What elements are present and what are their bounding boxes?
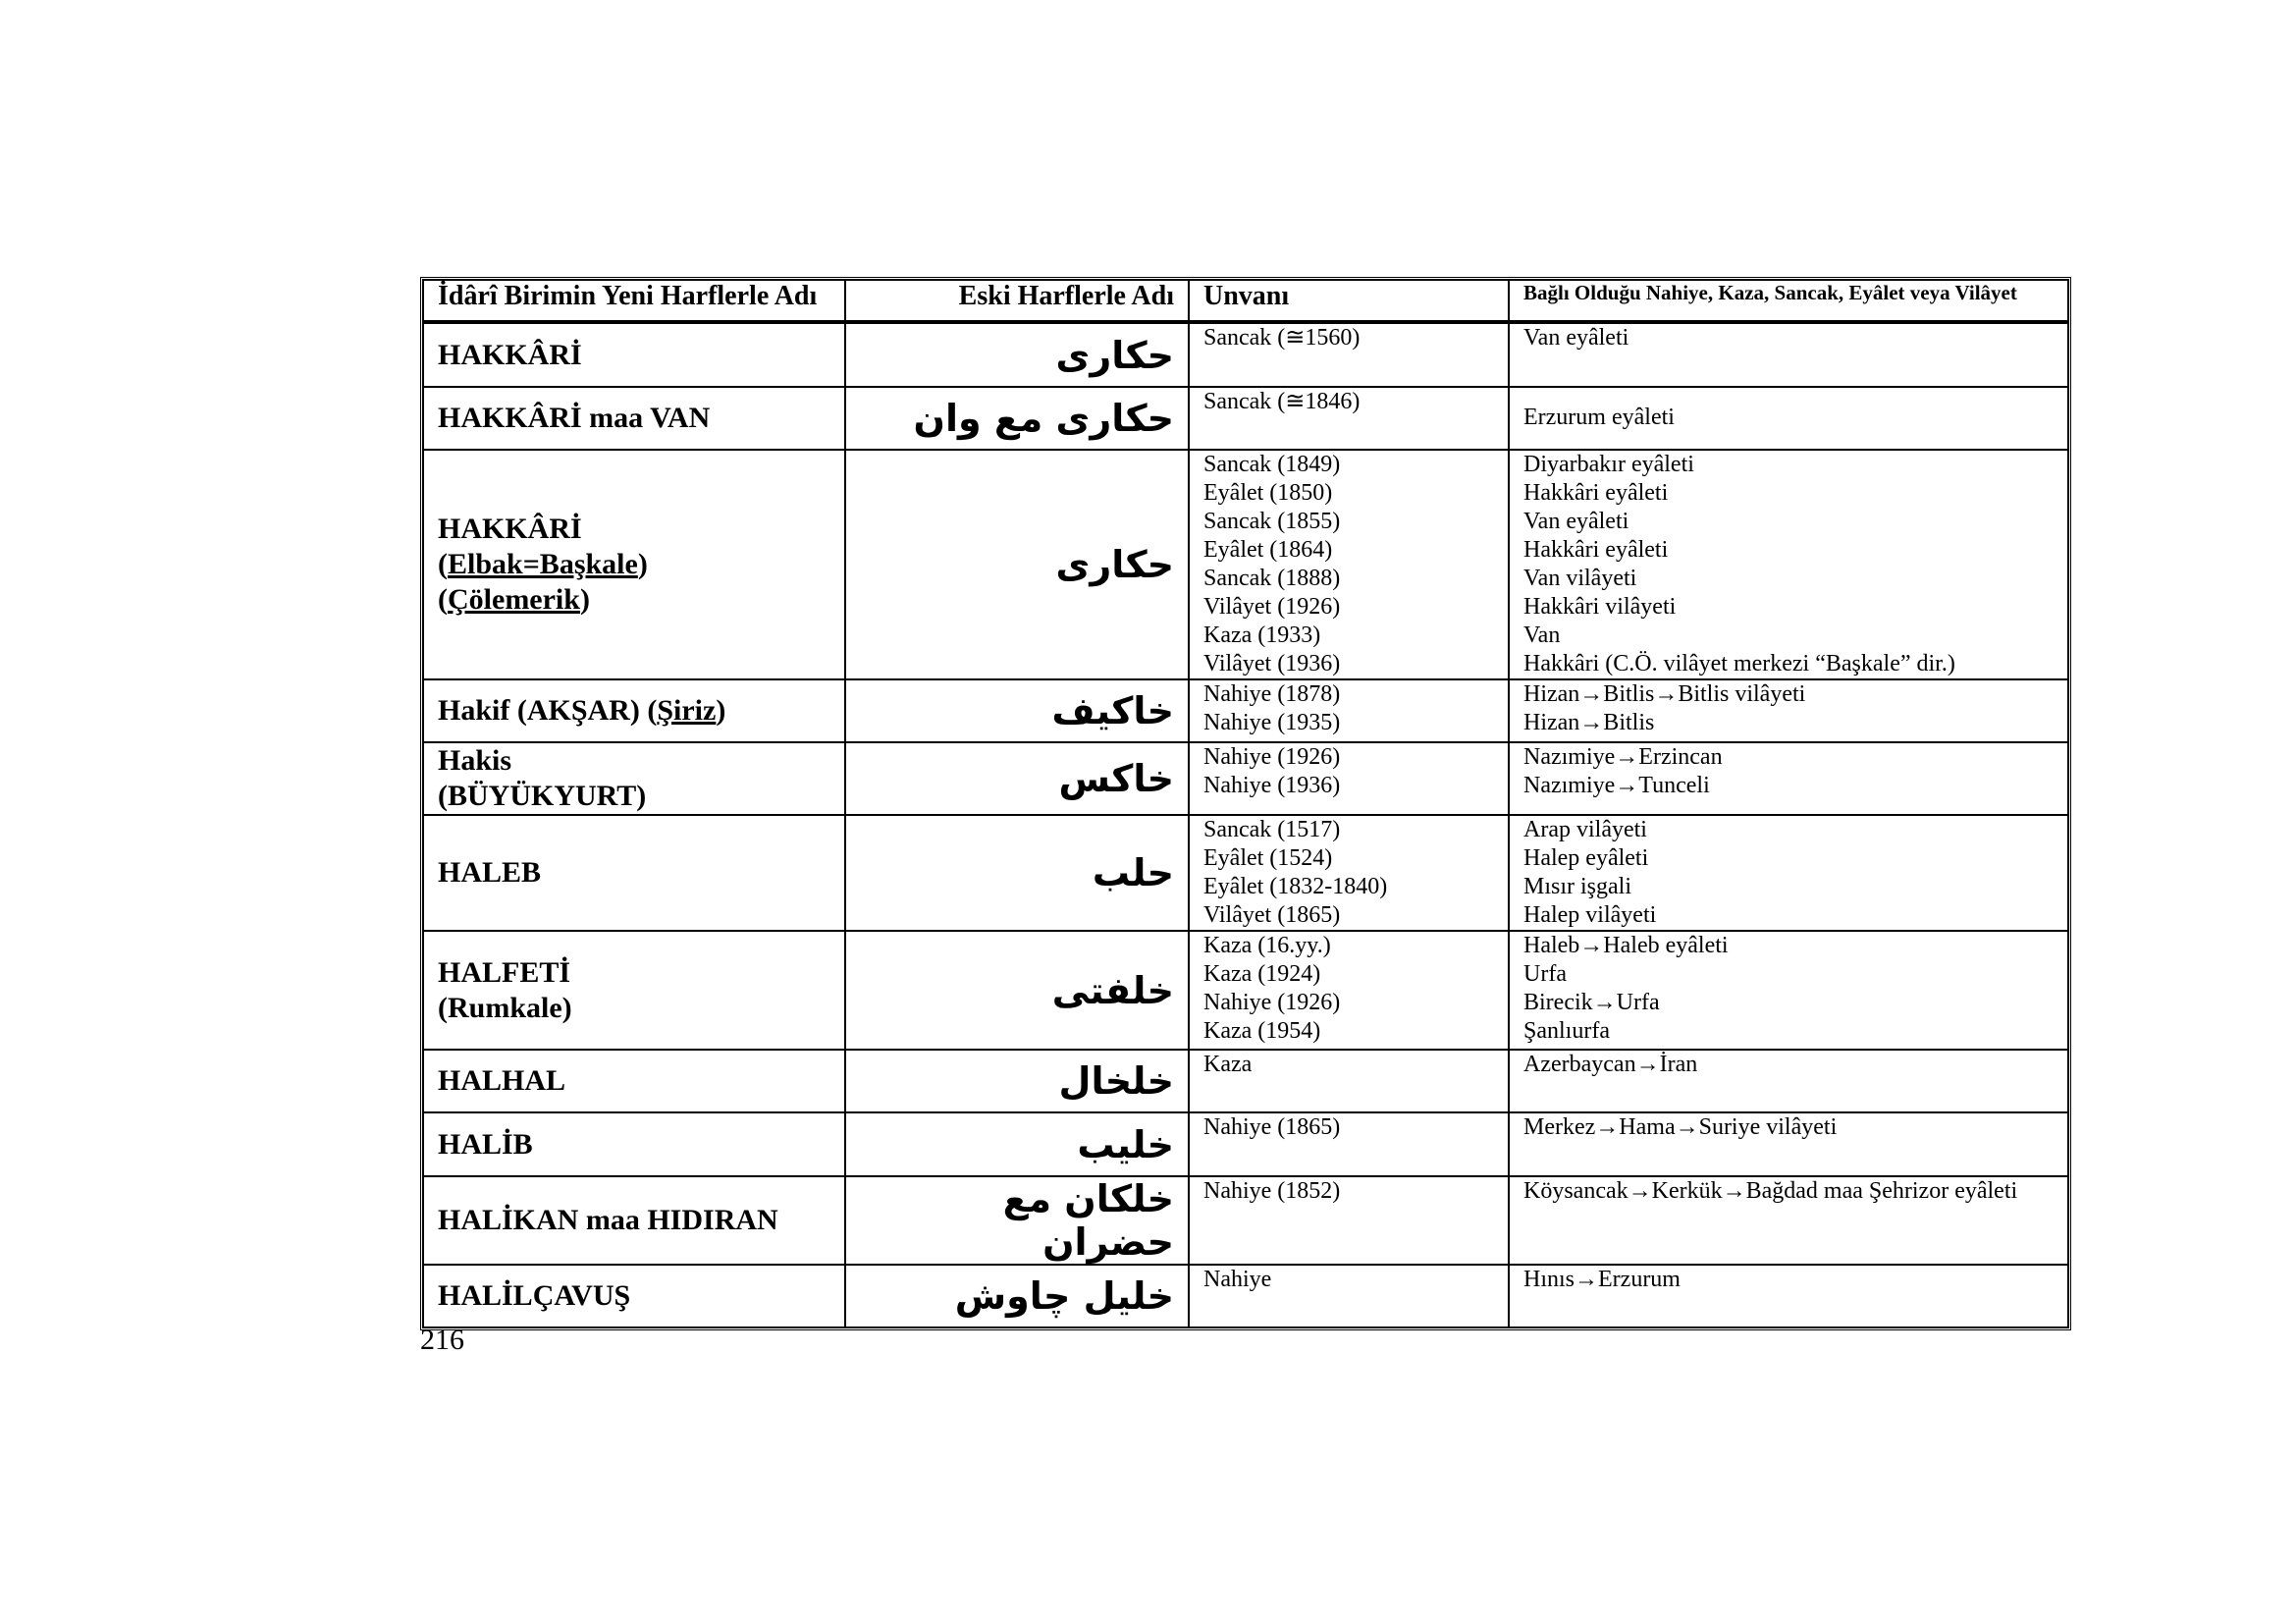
name-line: HALİB	[438, 1127, 533, 1161]
unit-titles	[1189, 815, 1509, 931]
unit-modern-name	[423, 742, 845, 815]
parent-line: Halep eyâleti	[1523, 845, 1649, 871]
parent-line: Diyarbakır eyâleti	[1523, 452, 1694, 477]
table-row	[423, 1176, 2068, 1265]
title-line: Nahiye (1852)	[1203, 1178, 1341, 1204]
unit-parents	[1509, 1112, 2068, 1176]
title-line: Sancak (≅1846)	[1203, 389, 1361, 414]
parent-line: Haleb→Haleb eyâleti	[1523, 933, 1729, 958]
table-row	[423, 1265, 2068, 1327]
title-line: Kaza (1933)	[1203, 623, 1321, 648]
title-line: Kaza (1954)	[1203, 1018, 1321, 1044]
table-row	[423, 742, 2068, 815]
unit-modern-name	[423, 1176, 845, 1265]
name-line: HAKKÂRİ	[438, 513, 582, 545]
parent-line: Urfa	[1523, 961, 1567, 987]
title-line: Vilâyet (1926)	[1203, 594, 1341, 620]
unit-titles	[1189, 931, 1509, 1050]
unit-old-name: خليل چاوش	[845, 1265, 1189, 1327]
table-header-row	[423, 280, 2068, 321]
parent-line: Van eyâleti	[1523, 325, 1629, 351]
unit-modern-name	[423, 1112, 845, 1176]
title-line: Eyâlet (1850)	[1203, 480, 1333, 506]
title-line: Nahiye (1936)	[1203, 773, 1341, 798]
parent-line: Erzurum eyâleti	[1523, 405, 1675, 430]
name-line: HAKKÂRİ maa VAN	[438, 402, 711, 434]
title-line: Eyâlet (1524)	[1203, 845, 1333, 871]
unit-parents	[1509, 1050, 2068, 1112]
parent-line: Van eyâleti	[1523, 509, 1629, 534]
unit-modern-name	[423, 323, 845, 387]
header-modern-name: İdârî Birimin Yeni Harflerle Adı	[423, 280, 845, 321]
parent-line: Arap vilâyeti	[1523, 817, 1647, 842]
parent-line: Birecik→Urfa	[1523, 990, 1660, 1015]
title-line: Nahiye (1878)	[1203, 681, 1341, 707]
parent-line: Azerbaycan→İran	[1523, 1052, 1698, 1077]
page-number: 216	[420, 1324, 464, 1356]
table-row	[423, 1050, 2068, 1112]
table-row	[423, 679, 2068, 742]
unit-titles	[1189, 450, 1509, 679]
parent-line: Van vilâyeti	[1523, 566, 1637, 591]
parent-line: Hakkâri (C.Ö. vilâyet merkezi “Başkale” dir.)	[1523, 651, 1955, 677]
unit-titles	[1189, 323, 1509, 387]
document-page	[420, 277, 2071, 1330]
parent-line: Halep vilâyeti	[1523, 902, 1657, 928]
parent-line: Nazımiye→Tunceli	[1523, 773, 1710, 798]
title-line: Kaza (1924)	[1203, 961, 1321, 987]
name-line: (BÜYÜKYURT)	[438, 780, 647, 812]
name-line: HALİKAN maa HIDIRAN	[438, 1204, 778, 1236]
name-line: (Çölemerik)	[438, 583, 590, 616]
title-line: Sancak (1888)	[1203, 566, 1341, 591]
unit-titles	[1189, 1265, 1509, 1327]
unit-parents	[1509, 387, 2068, 450]
parent-line: Hizan→Bitlis	[1523, 710, 1655, 735]
parent-line: Hizan→Bitlis→Bitlis vilâyeti	[1523, 681, 1806, 707]
unit-modern-name	[423, 387, 845, 450]
unit-modern-name	[423, 1265, 845, 1327]
unit-old-name: خلفتى	[845, 931, 1189, 1050]
unit-old-name: خلكان مع حضران	[845, 1176, 1189, 1265]
table-row	[423, 1112, 2068, 1176]
unit-old-name: خلخال	[845, 1050, 1189, 1112]
table-row	[423, 815, 2068, 931]
table-row	[423, 323, 2068, 387]
title-line: Sancak (1517)	[1203, 817, 1341, 842]
title-line: Nahiye	[1203, 1267, 1272, 1292]
header-old-name: Eski Harflerle Adı	[845, 280, 1189, 321]
unit-modern-name	[423, 931, 845, 1050]
unit-old-name: خاكس	[845, 742, 1189, 815]
unit-old-name: خليب	[845, 1112, 1189, 1176]
title-line: Nahiye (1865)	[1203, 1114, 1341, 1140]
name-line: HALEB	[438, 856, 542, 889]
parent-line: Hakkâri eyâleti	[1523, 537, 1669, 563]
title-line: Kaza (16.yy.)	[1203, 933, 1331, 958]
unit-old-name: حكارى	[845, 323, 1189, 387]
title-line: Kaza	[1203, 1052, 1253, 1077]
header-parent: Bağlı Olduğu Nahiye, Kaza, Sancak, Eyâlet veya Vilâyet	[1509, 280, 2068, 321]
unit-modern-name	[423, 450, 845, 679]
name-line: HALHAL	[438, 1064, 566, 1097]
parent-line: Hakkâri eyâleti	[1523, 480, 1669, 506]
unit-parents	[1509, 323, 2068, 387]
name-line: (Elbak=Başkale)	[438, 548, 648, 580]
unit-parents	[1509, 742, 2068, 815]
table-row	[423, 450, 2068, 679]
unit-parents	[1509, 815, 2068, 931]
title-line: Vilâyet (1865)	[1203, 902, 1341, 928]
parent-line: Nazımiye→Erzincan	[1523, 744, 1723, 770]
name-line: HALİLÇAVUŞ	[438, 1279, 631, 1312]
parent-line: Van	[1523, 623, 1561, 648]
parent-line: Şanlıurfa	[1523, 1018, 1610, 1044]
unit-modern-name	[423, 1050, 845, 1112]
table-row	[423, 931, 2068, 1050]
unit-titles	[1189, 1176, 1509, 1265]
unit-old-name: خاكيف	[845, 679, 1189, 742]
title-line: Nahiye (1926)	[1203, 744, 1341, 770]
parent-line: Hakkâri vilâyeti	[1523, 594, 1677, 620]
unit-titles	[1189, 1112, 1509, 1176]
title-line: Nahiye (1926)	[1203, 990, 1341, 1015]
administrative-units-table	[420, 277, 2071, 1330]
unit-titles	[1189, 742, 1509, 815]
unit-old-name: حكارى	[845, 450, 1189, 679]
title-line: Nahiye (1935)	[1203, 710, 1341, 735]
name-line: HALFETİ	[438, 955, 571, 989]
parent-line: Mısır işgali	[1523, 874, 1632, 899]
unit-parents	[1509, 1176, 2068, 1265]
unit-modern-name	[423, 679, 845, 742]
unit-titles	[1189, 1050, 1509, 1112]
title-line: Sancak (1849)	[1203, 452, 1341, 477]
title-line: Eyâlet (1832-1840)	[1203, 874, 1388, 899]
unit-titles	[1189, 679, 1509, 742]
parent-line: Köysancak→Kerkük→Bağdad maa Şehrizor eyâleti	[1523, 1178, 2018, 1204]
unit-old-name: حكارى مع وان	[845, 387, 1189, 450]
title-line: Vilâyet (1936)	[1203, 651, 1341, 677]
name-line: HAKKÂRİ	[438, 338, 582, 371]
unit-parents	[1509, 679, 2068, 742]
parent-line: Merkez→Hama→Suriye vilâyeti	[1523, 1114, 1838, 1140]
parent-line: Hınıs→Erzurum	[1523, 1267, 1681, 1292]
table-body	[423, 323, 2068, 1327]
title-line: Sancak (1855)	[1203, 509, 1341, 534]
name-line: (Rumkale)	[438, 991, 572, 1024]
unit-parents	[1509, 931, 2068, 1050]
unit-parents	[1509, 450, 2068, 679]
name-line: Hakif (AKŞAR) (Şiriz)	[438, 694, 726, 727]
unit-modern-name	[423, 815, 845, 931]
table-row	[423, 387, 2068, 450]
header-title: Unvanı	[1189, 280, 1509, 321]
title-line: Sancak (≅1560)	[1203, 325, 1361, 351]
title-line: Eyâlet (1864)	[1203, 537, 1333, 563]
unit-old-name: حلب	[845, 815, 1189, 931]
unit-parents	[1509, 1265, 2068, 1327]
unit-titles	[1189, 387, 1509, 450]
name-line: Hakis	[438, 744, 512, 777]
